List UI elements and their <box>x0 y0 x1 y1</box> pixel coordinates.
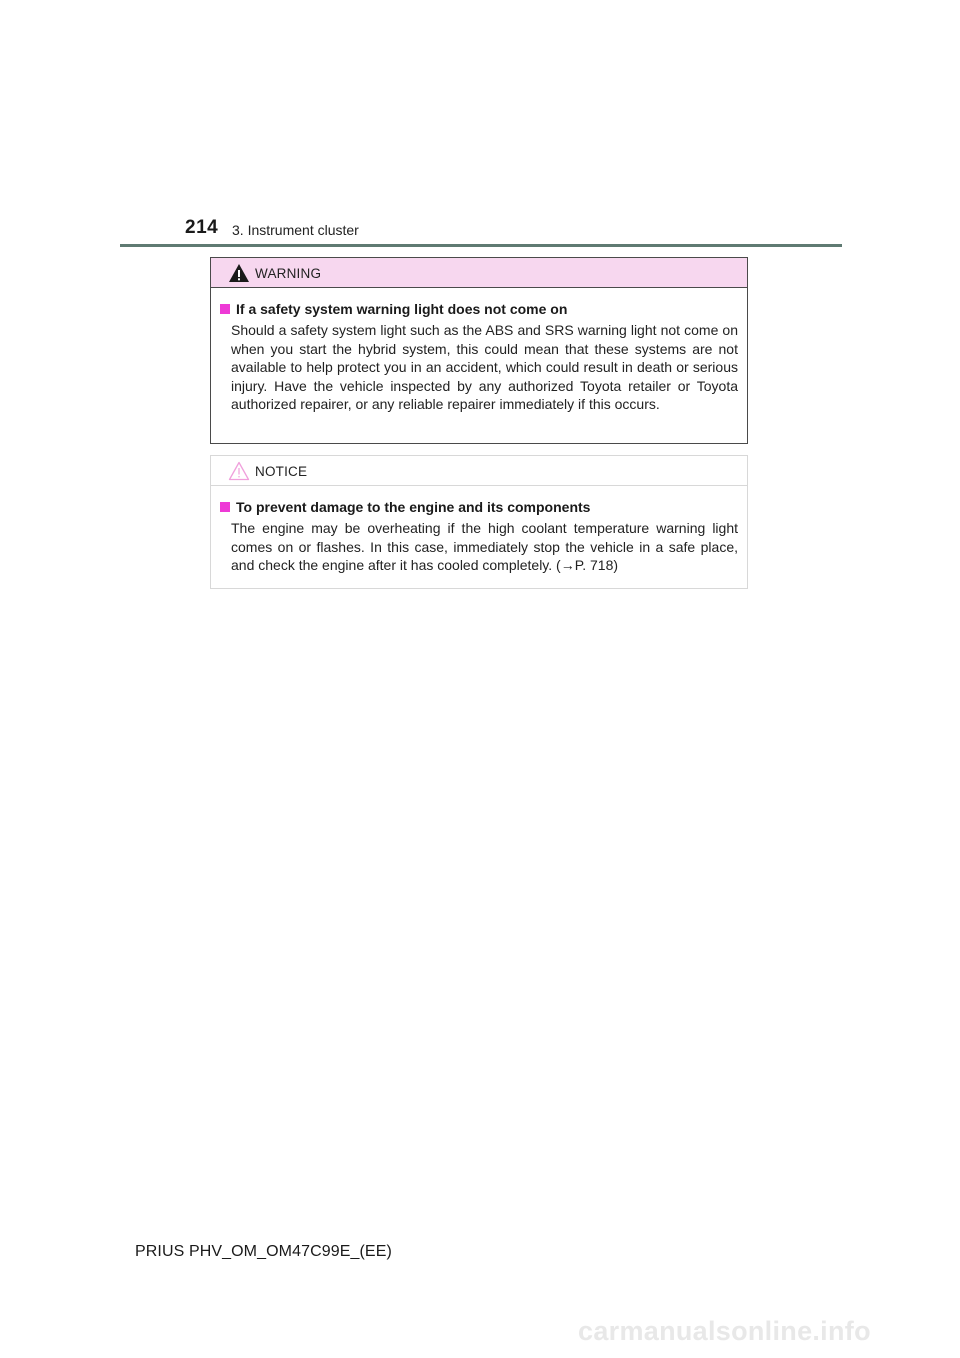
warning-body <box>211 288 747 413</box>
notice-label: NOTICE <box>255 464 308 479</box>
caution-triangle-outline-icon <box>228 461 250 481</box>
warning-triangle-icon <box>228 263 250 283</box>
manual-id-footer: PRIUS PHV_OM_OM47C99E_(EE) <box>135 1243 392 1260</box>
notice-header <box>211 456 747 486</box>
header-rule <box>120 244 842 247</box>
notice-box <box>210 455 748 589</box>
warning-header <box>211 258 747 288</box>
warning-item-title-text: If a safety system warning light does not come on <box>236 301 568 317</box>
notice-item-title-text: To prevent damage to the engine and its components <box>236 499 591 515</box>
page-number: 214 <box>185 217 219 238</box>
notice-body <box>211 486 747 575</box>
watermark: carmanualsonline.info <box>578 1316 871 1346</box>
square-bullet-icon <box>220 304 230 314</box>
section-title: 3. Instrument cluster <box>232 222 359 238</box>
notice-item-text: The engine may be overheating if the high coolant temperature warning light comes on or flashes. In this case, immediately stop the vehicle in a safe place, and check the engine after it has cooled completely. (→P. 718) <box>231 520 738 574</box>
warning-item-title <box>220 300 738 318</box>
notice-item-title <box>220 498 738 516</box>
warning-label: WARNING <box>255 266 322 281</box>
square-bullet-icon <box>220 502 230 512</box>
warning-box <box>210 257 748 444</box>
warning-item-text: Should a safety system light such as the ABS and SRS warning light not come on when you start the hybrid system, this could mean that these systems are not available to help protect you in an accident, which could result in death or serious injury. Have the vehicle inspected by any authorized Toyota retailer or Toyota authorized repairer, or any reliable repairer immediately if this occurs. <box>231 322 738 413</box>
